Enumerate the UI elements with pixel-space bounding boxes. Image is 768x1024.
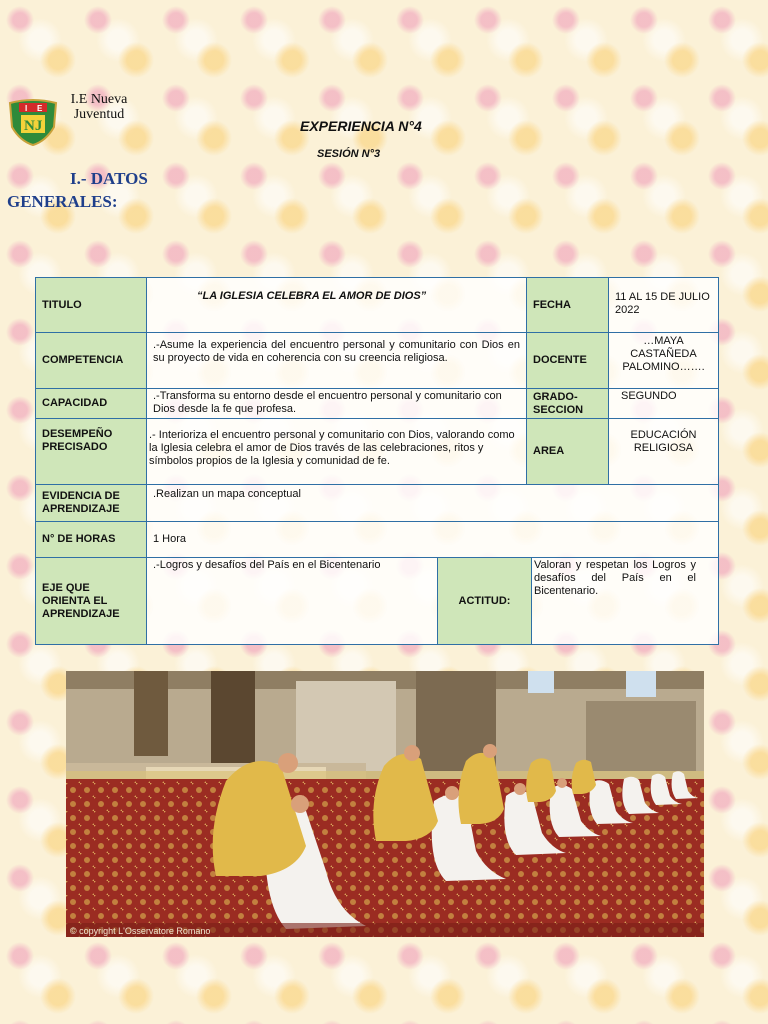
ordination-photo	[66, 671, 704, 937]
grado-label: GRADO- SECCION	[526, 388, 609, 419]
competencia-value: .-Asume la experiencia del encuentro personal y comunitario con Dios en su proyecto de vida en coherencia con su creencia religiosa.	[146, 332, 527, 389]
fecha-value: 11 AL 15 DE JULIO 2022	[608, 277, 719, 333]
eje-value: .-Logros y desafíos del País en el Bicentenario	[146, 557, 438, 645]
fecha-label: FECHA	[526, 277, 609, 333]
section-heading-line2: GENERALES:	[7, 192, 118, 211]
docente-value: …MAYA CASTAÑEDA PALOMINO…….	[608, 332, 719, 389]
photo-caption: © copyright L'Osservatore Romano	[70, 926, 211, 936]
capacidad-value: .-Transforma su entorno desde el encuentro personal y comunitario con Dios desde la fe que profesa.	[146, 388, 527, 419]
school-logo	[6, 97, 60, 147]
general-data-table	[35, 277, 719, 645]
titulo-value: “LA IGLESIA CELEBRA EL AMOR DE DIOS”	[146, 277, 527, 333]
desempeno-label: DESEMPEÑO PRECISADO	[35, 418, 147, 485]
actitud-value: Valoran y respetan los Logros y desafíos del País en el Bicentenario.	[531, 557, 719, 645]
evidencia-label: EVIDENCIA DE APRENDIZAJE	[35, 484, 147, 522]
horas-value: 1 Hora	[146, 521, 719, 558]
desempeno-value: .- Interioriza el encuentro personal y comunitario con Dios, valorando como la Iglesia celebra el amor de Dios través de las celebraciones, ritos y símbolos propios de la Iglesia y comunidad de fe.	[146, 418, 527, 485]
titulo-label: TITULO	[35, 277, 147, 333]
photo-baldachin-column	[211, 671, 255, 763]
logo-monogram: NJ	[24, 118, 43, 134]
capacidad-label: CAPACIDAD	[35, 388, 147, 419]
eje-label: EJE QUE ORIENTA EL APRENDIZAJE	[35, 557, 147, 645]
session-number: SESIÓN N°3	[317, 148, 381, 160]
school-name: I.E Nueva Juventud	[70, 92, 128, 122]
competencia-label: COMPETENCIA	[35, 332, 147, 389]
section-heading-line1: I.- DATOS	[70, 169, 148, 188]
experience-title: EXPERIENCIA N°4	[300, 118, 422, 134]
docente-label: DOCENTE	[526, 332, 609, 389]
horas-label: N° DE HORAS	[35, 521, 147, 558]
actitud-label: ACTITUD:	[437, 557, 532, 645]
grado-value: SEGUNDO	[608, 388, 719, 419]
logo-letter-i: I	[25, 104, 28, 113]
evidencia-value: .Realizan un mapa conceptual	[146, 484, 719, 522]
photo-column-left	[134, 671, 168, 756]
logo-letter-e: E	[37, 104, 43, 113]
area-value: EDUCACIÓN RELIGIOSA	[608, 418, 719, 485]
area-label: AREA	[526, 418, 609, 485]
